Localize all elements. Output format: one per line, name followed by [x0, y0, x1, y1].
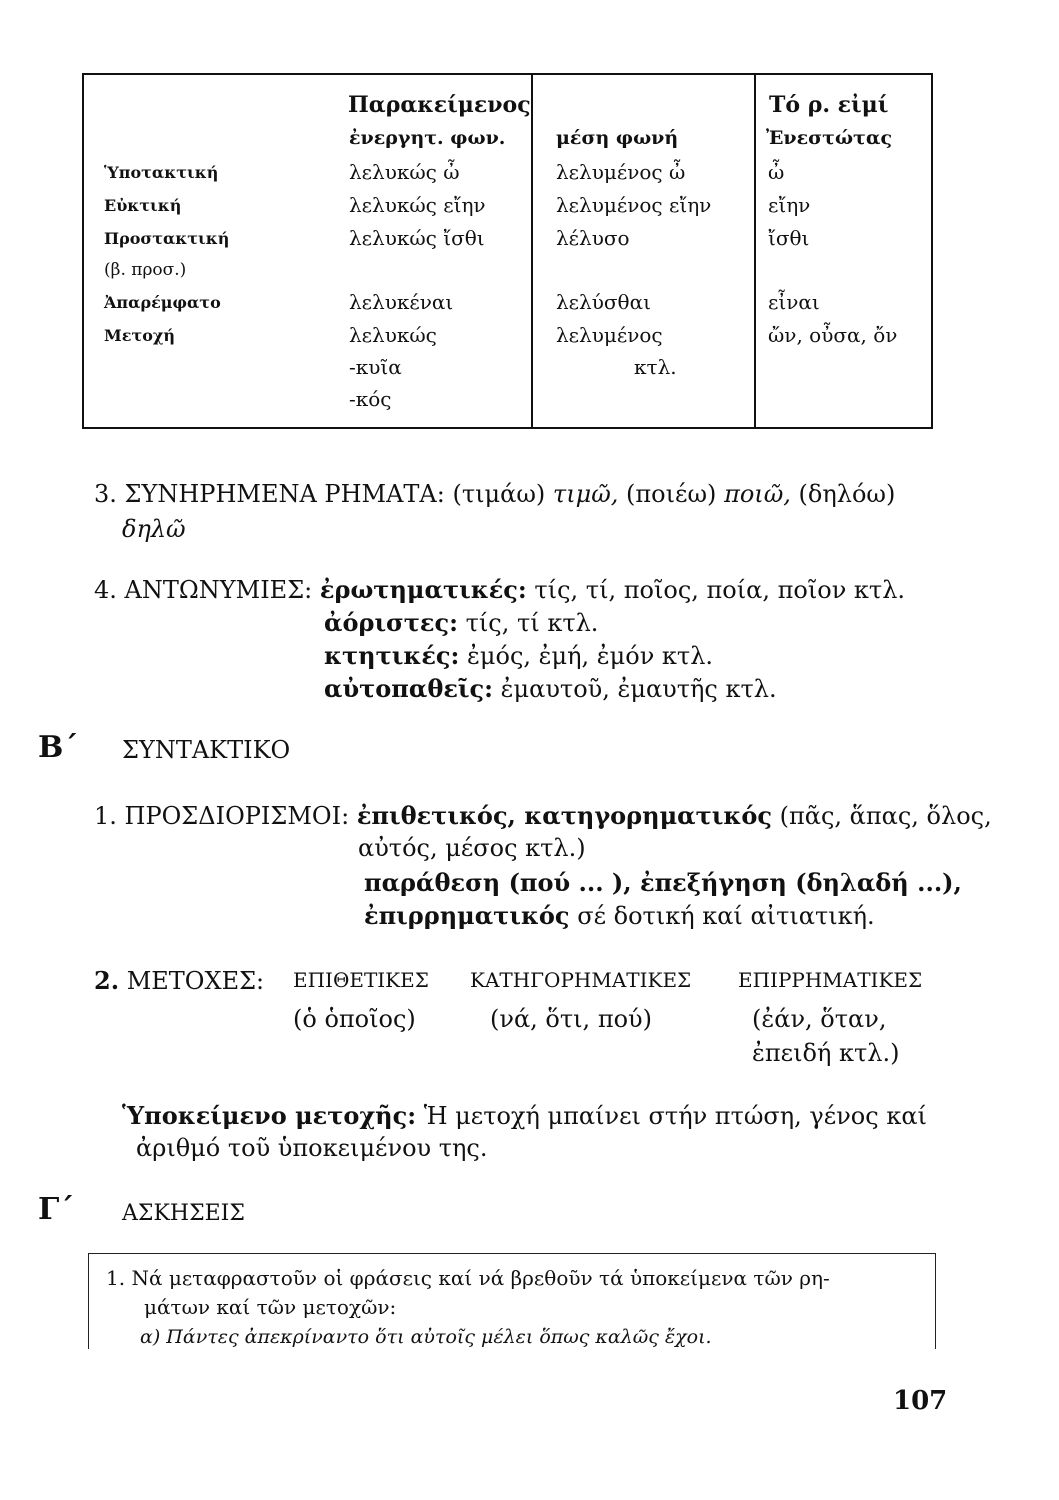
item3-number: 3.	[94, 480, 117, 508]
cell-eimi-participle: ὤν, οὖσα, ὄν	[768, 323, 898, 347]
item3-present-3: (δηλόω)	[798, 480, 896, 508]
cell-middle-infinitive: λελύσθαι	[556, 290, 651, 314]
b-item1-line3: παράθεση (πού ... ), ἐπεξήγηση (δηλαδή ...),	[364, 868, 962, 897]
header-perfect: Παρακείμενος	[348, 92, 531, 118]
cell-eimi-subjunctive: ὦ	[768, 160, 785, 184]
item4-line2	[324, 608, 598, 637]
b-item2-number: 2.	[94, 966, 120, 995]
subject-text-1: Ἡ μετοχή μπαίνει στήν πτώση, γένος καί	[423, 1102, 927, 1130]
item3-title: ΣΥΝΗΡΗΜΕΝΑ ΡΗΜΑΤΑ:	[124, 480, 445, 508]
b-item1-line4	[364, 901, 875, 930]
b-item2-col3-line2: ἐπειδή κτλ.)	[752, 1039, 900, 1067]
cell-active-participle-neut: -κός	[349, 387, 392, 411]
b-item2-col3-head: ΕΠΙΡΡΗΜΑΤΙΚΕΣ	[738, 968, 923, 992]
cell-middle-optative: λελυμένος εἴην	[556, 193, 712, 217]
item4-line3	[324, 641, 713, 670]
section-c-letter: Γ΄	[38, 1192, 75, 1227]
b-item2-line1	[94, 966, 264, 995]
item4-line4	[324, 674, 777, 703]
item4-term-interrogative: ἐρωτηματικές:	[319, 575, 527, 604]
cell-active-optative: λελυκώς εἴην	[349, 193, 486, 217]
row-label-optative: Εὐκτική	[104, 196, 182, 215]
cell-active-imperative: λελυκώς ἴσθι	[349, 226, 485, 250]
cell-active-infinitive: λελυκέναι	[349, 290, 454, 314]
item4-term-reflexive: αὐτοπαθεῖς:	[324, 674, 493, 703]
table-divider-eimi	[754, 75, 756, 427]
item3-contract-3: δηλῶ	[122, 515, 186, 543]
item4-text-possessive: ἐμός, ἐμή, ἐμόν κτλ.	[467, 642, 714, 670]
exercise-item-label: α)	[140, 1326, 161, 1348]
exercise-item-a	[140, 1326, 712, 1348]
exercise-line1	[106, 1266, 830, 1290]
item4-term-possessive: κτητικές:	[324, 641, 460, 670]
b-item2-col3-line1: (ἐάν, ὅταν,	[752, 1005, 887, 1033]
b-item1-number: 1.	[94, 802, 117, 830]
item3-contract-2: ποιῶ,	[724, 480, 791, 508]
row-label-imperative-note: (β. προσ.)	[104, 260, 187, 280]
cell-eimi-infinitive: εἶναι	[768, 290, 820, 314]
b-item1-line1	[94, 801, 992, 830]
cell-middle-participle: λελυμένος	[556, 323, 663, 347]
item4-text-indefinite: τίς, τί κτλ.	[465, 609, 599, 637]
item4-text-reflexive: ἐμαυτοῦ, ἐμαυτῆς κτλ.	[500, 675, 777, 703]
sub-active-voice: ἐνεργητ. φων.	[349, 127, 506, 149]
cell-active-subjunctive: λελυκώς ὦ	[349, 160, 460, 184]
subject-term: Ὑποκείμενο μετοχῆς:	[122, 1101, 417, 1130]
section-b-title: ΣΥΝΤΑΚΤΙΚΟ	[122, 736, 291, 764]
b-item1-rest-4: σέ δοτική καί αἰτιατική.	[577, 902, 875, 930]
b-item2-col1-text: (ὁ ὁποῖος)	[293, 1005, 416, 1033]
item3-line1	[94, 480, 895, 508]
item4-number: 4.	[94, 576, 117, 604]
subject-line2: ἀριθμό τοῦ ὑποκειμένου της.	[136, 1134, 488, 1162]
b-item2-title: ΜΕΤΟΧΕΣ:	[126, 967, 265, 995]
cell-eimi-imperative: ἴσθι	[768, 226, 810, 250]
exercise-item-text: Πάντες ἀπεκρίναντο ὅτι αὐτοῖς μέλει ὅπως καλῶς ἔχοι.	[166, 1326, 712, 1348]
item4-text-interrogative: τίς, τί, ποῖος, ποία, ποῖον κτλ.	[534, 576, 906, 604]
cell-middle-imperative: λέλυσο	[556, 226, 630, 250]
sub-middle-voice: μέση φωνή	[556, 127, 679, 149]
cell-eimi-optative: εἴην	[768, 193, 811, 217]
b-item2-col2-text: (νά, ὅτι, πού)	[490, 1005, 652, 1033]
b-item1-bold-1: ἐπιθετικός, κατηγορηματικός	[356, 801, 772, 830]
exercise-number: 1.	[106, 1266, 126, 1290]
row-label-subjunctive: Ὑποτακτική	[104, 163, 219, 182]
item3-present-2: (ποιέω)	[626, 480, 717, 508]
cell-active-participle-fem: -κυῖα	[349, 355, 402, 379]
item4-title: ΑΝΤΩΝΥΜΙΕΣ:	[124, 576, 313, 604]
item4-line1	[94, 575, 905, 604]
b-item2-col2-head: ΚΑΤΗΓΟΡΗΜΑΤΙΚΕΣ	[470, 968, 692, 992]
b-item2-col1-head: ΕΠΙΘΕΤΙΚΕΣ	[293, 968, 429, 992]
b-item1-bold-4: ἐπιρρηματικός	[364, 901, 570, 930]
sub-present: Ἐνεστώτας	[766, 127, 893, 149]
b-item1-rest-1: (πᾶς, ἅπας, ὅλος,	[779, 802, 992, 830]
cell-active-participle: λελυκώς	[349, 323, 437, 347]
b-item1-line2: αὐτός, μέσος κτλ.)	[358, 834, 586, 862]
row-label-imperative: Προστακτική	[104, 229, 230, 248]
table-divider-middle	[531, 75, 533, 427]
section-b-letter: Β΄	[38, 730, 79, 765]
cell-middle-etc: κτλ.	[634, 355, 677, 379]
b-item1-title: ΠΡΟΣΔΙΟΡΙΣΜΟΙ:	[124, 802, 350, 830]
row-label-participle: Μετοχή	[104, 326, 176, 345]
row-label-infinitive: Ἀπαρέμφατο	[104, 293, 221, 312]
exercise-text-1: Νά μεταφραστοῦν οἱ φράσεις καί νά βρεθοῦν τά ὑποκείμενα τῶν ρη-	[131, 1266, 830, 1290]
section-c-title: ΑΣΚΗΣΕΙΣ	[122, 1201, 245, 1226]
header-eimi: Τό ρ. εἰμί	[769, 92, 889, 118]
subject-line1	[122, 1101, 927, 1130]
cell-middle-subjunctive: λελυμένος ὦ	[556, 160, 686, 184]
item4-term-indefinite: ἀόριστες:	[324, 608, 458, 637]
exercise-line2: μάτων καί τῶν μετοχῶν:	[144, 1295, 397, 1319]
item3-present-1: (τιμάω)	[452, 480, 546, 508]
item3-contract-1: τιμῶ,	[552, 480, 619, 508]
page-number: 107	[893, 1386, 948, 1416]
